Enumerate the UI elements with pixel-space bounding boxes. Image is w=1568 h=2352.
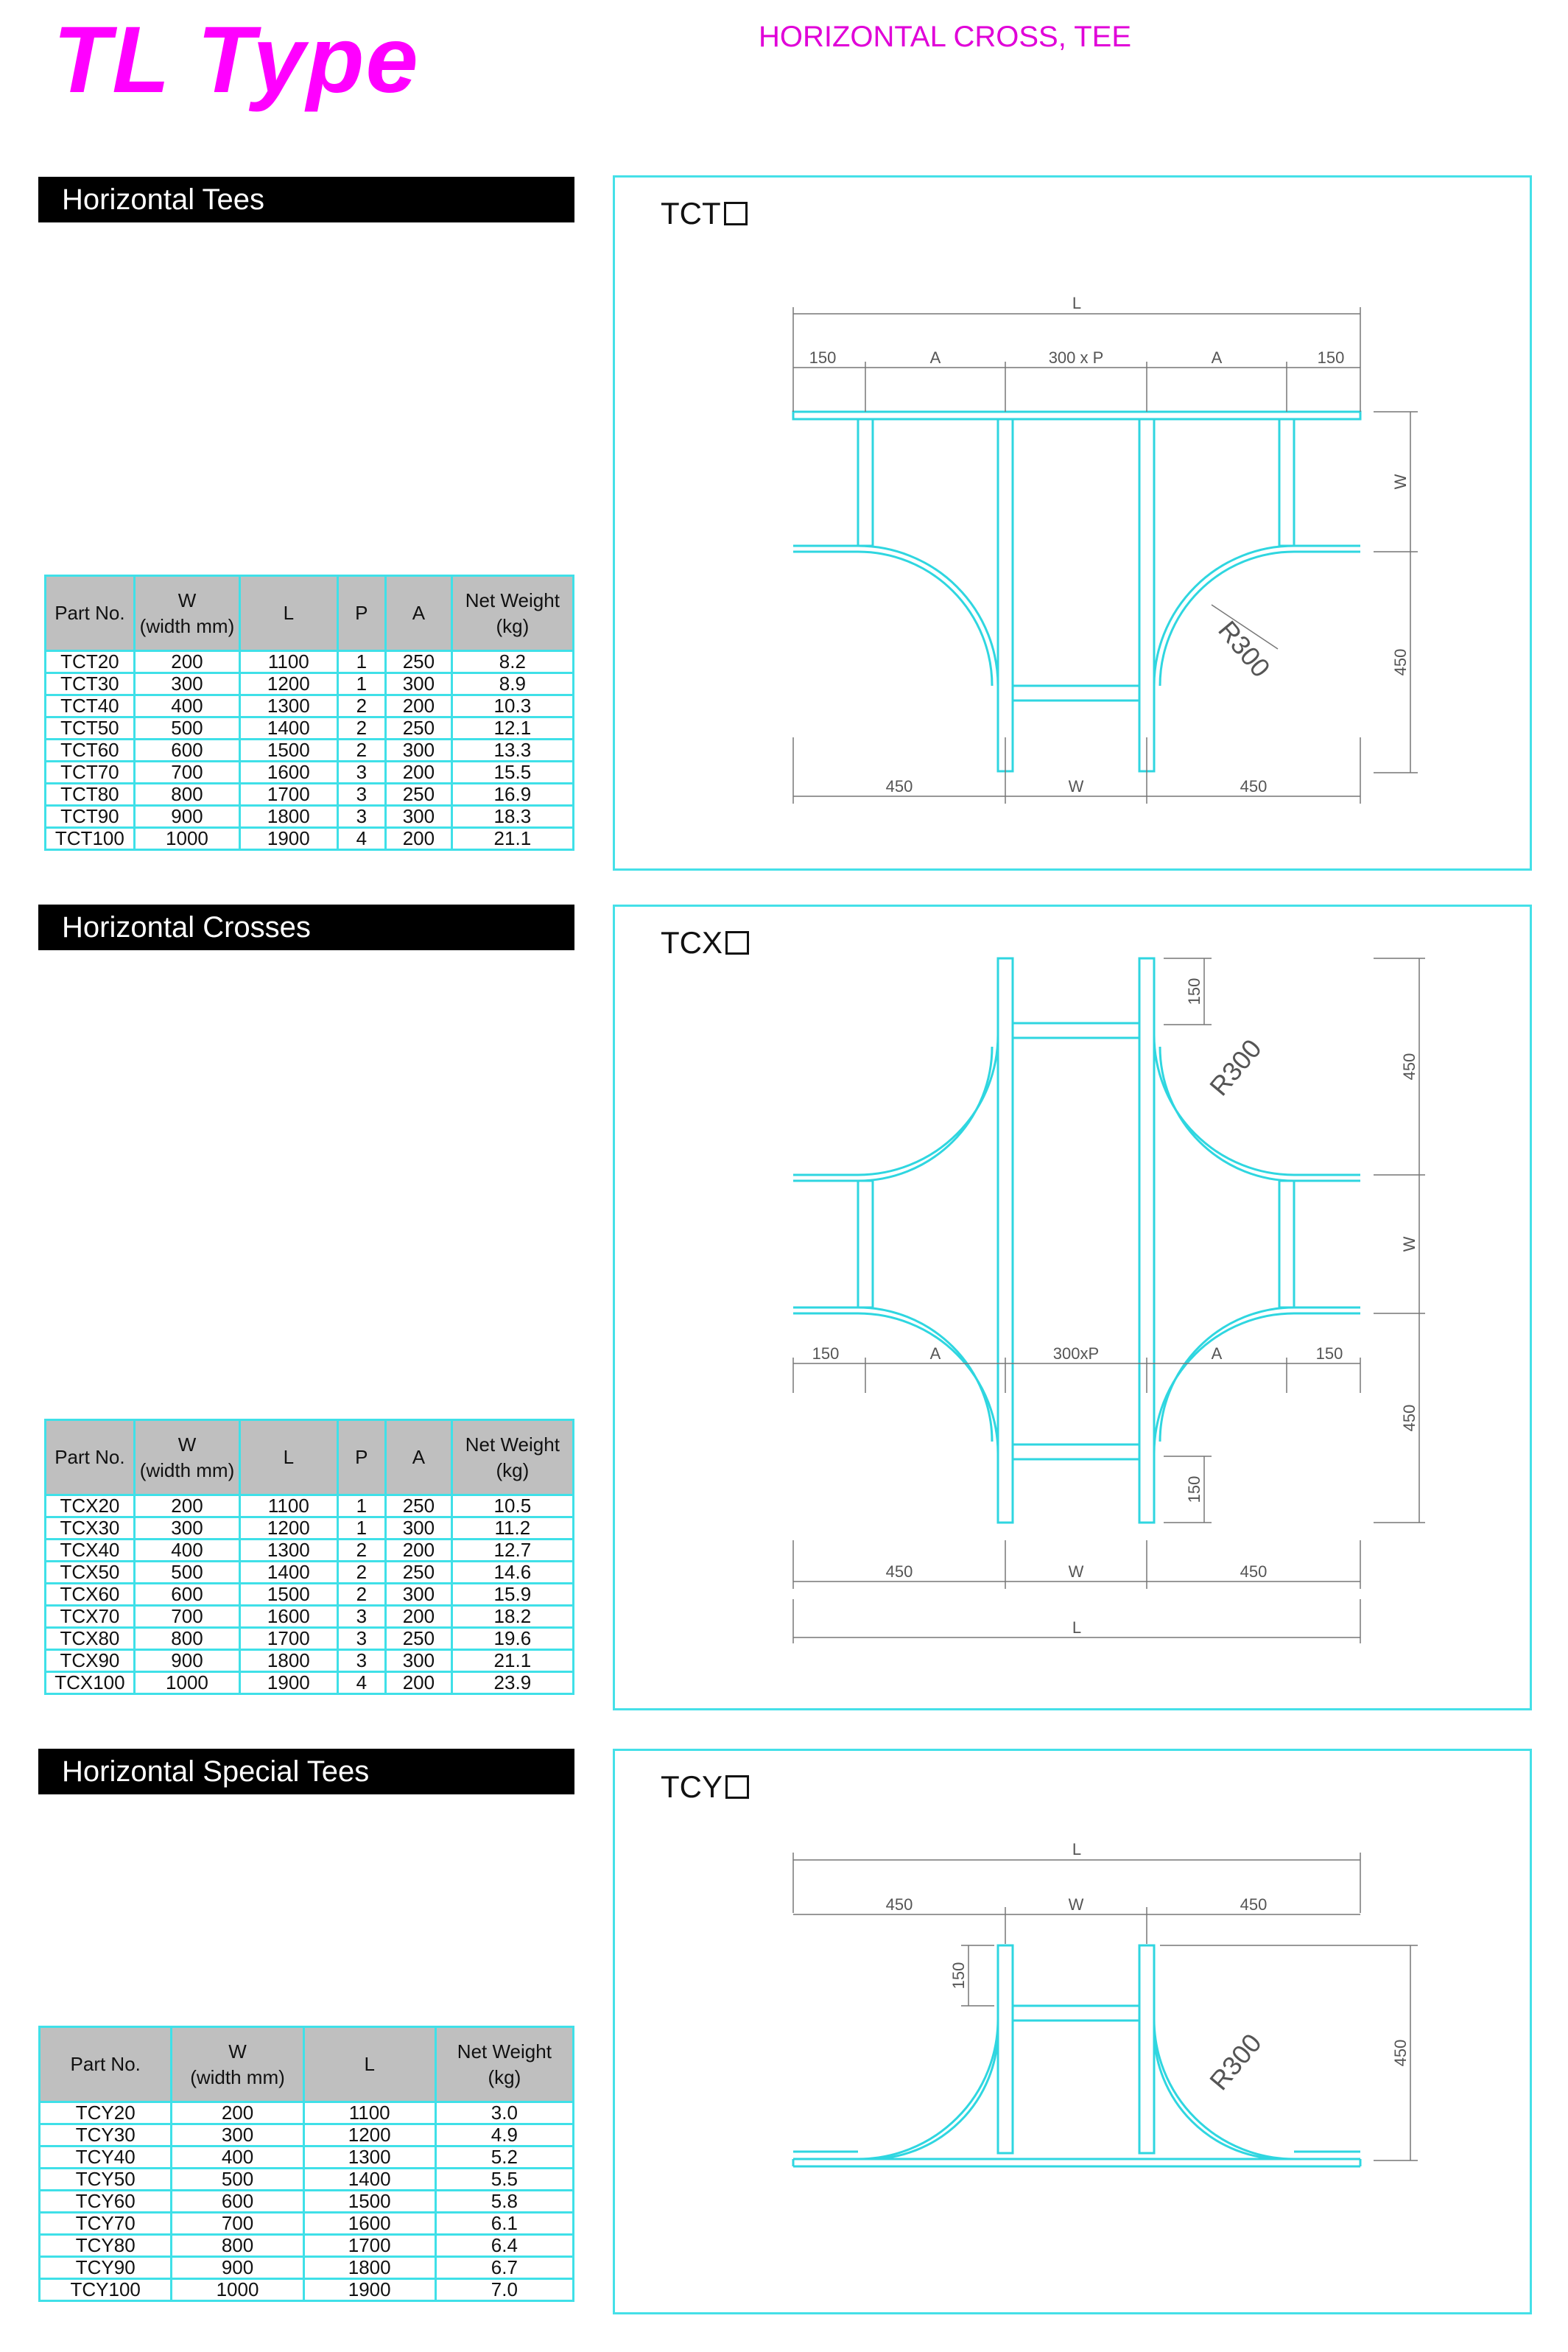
section-header-tees: Horizontal Tees bbox=[38, 177, 574, 222]
table-cell: TCT40 bbox=[46, 695, 135, 717]
table-cell: 1600 bbox=[303, 2213, 435, 2235]
table-cell: 1000 bbox=[172, 2279, 303, 2301]
table-cell: 1100 bbox=[240, 651, 337, 673]
table-row bbox=[46, 695, 574, 717]
table-header-row bbox=[46, 1420, 574, 1495]
table-row bbox=[46, 1650, 574, 1672]
table-cell: 16.9 bbox=[451, 784, 573, 806]
column-header: Net Weight (kg) bbox=[451, 576, 573, 651]
table-cell: 5.5 bbox=[435, 2169, 573, 2191]
table-cell: 1 bbox=[337, 651, 386, 673]
column-header: W (width mm) bbox=[134, 1420, 239, 1495]
table-cell: 200 bbox=[386, 762, 452, 784]
table-cell: TCX20 bbox=[46, 1495, 135, 1517]
table-cell: 4 bbox=[337, 828, 386, 850]
table-cell: 300 bbox=[386, 806, 452, 828]
table-cell: 700 bbox=[172, 2213, 303, 2235]
table-row bbox=[46, 1562, 574, 1584]
column-header: P bbox=[337, 1420, 386, 1495]
table-cell: 200 bbox=[134, 651, 239, 673]
dim-150-top: 150 bbox=[1185, 977, 1203, 1005]
table-cell: 250 bbox=[386, 717, 452, 740]
dim-150-left: 150 bbox=[809, 348, 837, 367]
table-cell: 1100 bbox=[240, 1495, 337, 1517]
table-cell: 200 bbox=[172, 2102, 303, 2124]
table-cell: 2 bbox=[337, 695, 386, 717]
table-row bbox=[46, 1672, 574, 1694]
tcx-outline bbox=[793, 958, 1360, 1523]
dim-a-right: A bbox=[1211, 348, 1223, 367]
table-cell: 1500 bbox=[240, 1584, 337, 1606]
table-cell: 18.2 bbox=[451, 1606, 573, 1628]
table-cell: TCT100 bbox=[46, 828, 135, 850]
spec-table-crosses bbox=[44, 1419, 574, 1695]
table-header-row bbox=[40, 2027, 574, 2102]
dim-l: L bbox=[1072, 1618, 1082, 1637]
table-cell: 200 bbox=[386, 1606, 452, 1628]
table-cell: 1 bbox=[337, 1495, 386, 1517]
diagram-label-tcy: TCY bbox=[661, 1772, 749, 1802]
table-cell: 1 bbox=[337, 673, 386, 695]
table-cell: 400 bbox=[134, 1540, 239, 1562]
section-header-crosses: Horizontal Crosses bbox=[38, 905, 574, 950]
table-cell: 1000 bbox=[134, 1672, 239, 1694]
table-row bbox=[46, 1628, 574, 1650]
table-row bbox=[46, 828, 574, 850]
column-header: P bbox=[337, 576, 386, 651]
table-cell: 300 bbox=[134, 673, 239, 695]
dim-300p: 300 x P bbox=[1048, 348, 1104, 367]
table-cell: 13.3 bbox=[451, 740, 573, 762]
table-row bbox=[46, 1606, 574, 1628]
table-cell: 23.9 bbox=[451, 1672, 573, 1694]
table-cell: 1600 bbox=[240, 762, 337, 784]
table-header-row bbox=[46, 576, 574, 651]
table-cell: 14.6 bbox=[451, 1562, 573, 1584]
dim-w-bottom: W bbox=[1068, 1562, 1084, 1581]
table-cell: 7.0 bbox=[435, 2279, 573, 2301]
section-header-special: Horizontal Special Tees bbox=[38, 1749, 574, 1794]
table-row bbox=[40, 2279, 574, 2301]
table-row bbox=[40, 2213, 574, 2235]
table-cell: 12.7 bbox=[451, 1540, 573, 1562]
radius-label: R300 bbox=[1203, 1033, 1268, 1102]
table-cell: 300 bbox=[386, 1584, 452, 1606]
table-cell: TCT50 bbox=[46, 717, 135, 740]
table-row bbox=[46, 1584, 574, 1606]
table-cell: 1400 bbox=[303, 2169, 435, 2191]
dim-l: L bbox=[1072, 294, 1082, 312]
table-cell: 8.9 bbox=[451, 673, 573, 695]
table-row bbox=[46, 1495, 574, 1517]
column-header: L bbox=[240, 1420, 337, 1495]
table-cell: 10.3 bbox=[451, 695, 573, 717]
table-cell: 300 bbox=[386, 1650, 452, 1672]
table-cell: TCX60 bbox=[46, 1584, 135, 1606]
dim-450-lower: 450 bbox=[1400, 1404, 1418, 1432]
table-cell: 2 bbox=[337, 1584, 386, 1606]
table-cell: 1900 bbox=[240, 828, 337, 850]
table-cell: 2 bbox=[337, 1540, 386, 1562]
dim-a-left: A bbox=[929, 1344, 941, 1363]
table-cell: 500 bbox=[134, 1562, 239, 1584]
dim-150-right: 150 bbox=[1317, 348, 1345, 367]
table-cell: 11.2 bbox=[451, 1517, 573, 1540]
column-header: Net Weight (kg) bbox=[451, 1420, 573, 1495]
table-cell: TCX50 bbox=[46, 1562, 135, 1584]
table-cell: TCY20 bbox=[40, 2102, 172, 2124]
table-cell: 6.1 bbox=[435, 2213, 573, 2235]
table-row bbox=[40, 2191, 574, 2213]
dim-150-bottom: 150 bbox=[1185, 1475, 1203, 1503]
table-row bbox=[46, 740, 574, 762]
table-cell: 700 bbox=[134, 1606, 239, 1628]
table-cell: 250 bbox=[386, 651, 452, 673]
table-cell: TCT60 bbox=[46, 740, 135, 762]
table-cell: TCY90 bbox=[40, 2257, 172, 2279]
table-cell: 5.2 bbox=[435, 2146, 573, 2169]
table-cell: 200 bbox=[386, 1672, 452, 1694]
table-cell: 1600 bbox=[240, 1606, 337, 1628]
table-cell: TCT80 bbox=[46, 784, 135, 806]
column-header: Part No. bbox=[46, 1420, 135, 1495]
table-cell: 21.1 bbox=[451, 828, 573, 850]
table-cell: TCT70 bbox=[46, 762, 135, 784]
table-cell: TCY50 bbox=[40, 2169, 172, 2191]
table-cell: 200 bbox=[386, 1540, 452, 1562]
table-cell: 8.2 bbox=[451, 651, 573, 673]
table-row bbox=[40, 2124, 574, 2146]
spec-table-special bbox=[38, 2026, 574, 2302]
table-cell: TCT30 bbox=[46, 673, 135, 695]
table-cell: 800 bbox=[134, 784, 239, 806]
table-cell: 800 bbox=[134, 1628, 239, 1650]
table-cell: 1000 bbox=[134, 828, 239, 850]
table-cell: TCY80 bbox=[40, 2235, 172, 2257]
table-cell: 3 bbox=[337, 1628, 386, 1650]
table-cell: 1200 bbox=[303, 2124, 435, 2146]
table-cell: 300 bbox=[172, 2124, 303, 2146]
table-cell: 6.4 bbox=[435, 2235, 573, 2257]
table-cell: 250 bbox=[386, 784, 452, 806]
dim-150-right: 150 bbox=[1315, 1344, 1343, 1363]
table-cell: 1700 bbox=[303, 2235, 435, 2257]
table-cell: 200 bbox=[386, 828, 452, 850]
table-cell: 5.8 bbox=[435, 2191, 573, 2213]
table-cell: TCX90 bbox=[46, 1650, 135, 1672]
table-cell: 18.3 bbox=[451, 806, 573, 828]
table-cell: 1300 bbox=[240, 695, 337, 717]
table-cell: 400 bbox=[134, 695, 239, 717]
table-cell: 600 bbox=[134, 740, 239, 762]
diagram-panel-tcx bbox=[613, 905, 1532, 1710]
dim-l: L bbox=[1072, 1840, 1082, 1858]
table-cell: 2 bbox=[337, 1562, 386, 1584]
spec-table-tees bbox=[44, 575, 574, 851]
table-cell: 1900 bbox=[303, 2279, 435, 2301]
table-cell: 1900 bbox=[240, 1672, 337, 1694]
table-cell: 1200 bbox=[240, 1517, 337, 1540]
column-header: W (width mm) bbox=[134, 576, 239, 651]
column-header: W (width mm) bbox=[172, 2027, 303, 2102]
table-cell: TCX40 bbox=[46, 1540, 135, 1562]
table-cell: 250 bbox=[386, 1562, 452, 1584]
table-cell: TCY40 bbox=[40, 2146, 172, 2169]
table-cell: 12.1 bbox=[451, 717, 573, 740]
dim-w-bottom: W bbox=[1068, 777, 1084, 796]
table-row bbox=[40, 2169, 574, 2191]
radius-label: R300 bbox=[1212, 614, 1276, 684]
table-cell: 3 bbox=[337, 1650, 386, 1672]
table-cell: TCY30 bbox=[40, 2124, 172, 2146]
table-cell: 900 bbox=[134, 1650, 239, 1672]
table-cell: 1200 bbox=[240, 673, 337, 695]
table-cell: 300 bbox=[386, 1517, 452, 1540]
table-cell: 1400 bbox=[240, 717, 337, 740]
dim-w: W bbox=[1068, 1895, 1084, 1914]
diagram-panel-tcy bbox=[613, 1749, 1532, 2314]
tcx-drawing bbox=[615, 907, 1534, 1713]
column-header: L bbox=[303, 2027, 435, 2102]
table-cell: 2 bbox=[337, 740, 386, 762]
table-cell: 1300 bbox=[240, 1540, 337, 1562]
table-row bbox=[40, 2235, 574, 2257]
table-cell: 4 bbox=[337, 1672, 386, 1694]
table-cell: TCY70 bbox=[40, 2213, 172, 2235]
dim-300p: 300xP bbox=[1052, 1344, 1100, 1363]
table-cell: 1 bbox=[337, 1517, 386, 1540]
column-header: Part No. bbox=[46, 576, 135, 651]
table-cell: 10.5 bbox=[451, 1495, 573, 1517]
table-row bbox=[40, 2146, 574, 2169]
table-cell: 3 bbox=[337, 784, 386, 806]
column-header: Part No. bbox=[40, 2027, 172, 2102]
table-cell: 500 bbox=[134, 717, 239, 740]
table-cell: TCX30 bbox=[46, 1517, 135, 1540]
table-cell: 1500 bbox=[240, 740, 337, 762]
table-cell: 15.9 bbox=[451, 1584, 573, 1606]
table-cell: 300 bbox=[386, 740, 452, 762]
table-cell: 3 bbox=[337, 1606, 386, 1628]
dim-450-top: 450 bbox=[1400, 1053, 1418, 1081]
diagram-label-tcx: TCX bbox=[661, 927, 749, 958]
table-cell: 200 bbox=[386, 695, 452, 717]
table-cell: 600 bbox=[134, 1584, 239, 1606]
table-cell: 1700 bbox=[240, 784, 337, 806]
table-cell: 300 bbox=[386, 673, 452, 695]
dim-450-right: 450 bbox=[1240, 1562, 1268, 1581]
table-row bbox=[46, 673, 574, 695]
table-cell: 1300 bbox=[303, 2146, 435, 2169]
table-cell: 900 bbox=[134, 806, 239, 828]
table-row bbox=[46, 784, 574, 806]
table-cell: 1800 bbox=[303, 2257, 435, 2279]
table-row bbox=[46, 762, 574, 784]
table-cell: TCT90 bbox=[46, 806, 135, 828]
dim-450-left: 450 bbox=[885, 1895, 913, 1914]
table-cell: 1800 bbox=[240, 1650, 337, 1672]
column-header: A bbox=[386, 576, 452, 651]
table-cell: 3.0 bbox=[435, 2102, 573, 2124]
table-row bbox=[46, 1540, 574, 1562]
dim-a-right: A bbox=[1211, 1344, 1223, 1363]
column-header: Net Weight (kg) bbox=[435, 2027, 573, 2102]
table-cell: 700 bbox=[134, 762, 239, 784]
table-cell: TCX80 bbox=[46, 1628, 135, 1650]
dim-a-left: A bbox=[929, 348, 941, 367]
table-cell: TCX70 bbox=[46, 1606, 135, 1628]
table-row bbox=[46, 651, 574, 673]
table-cell: 21.1 bbox=[451, 1650, 573, 1672]
dim-450-side: 450 bbox=[1391, 648, 1410, 676]
table-cell: 19.6 bbox=[451, 1628, 573, 1650]
dim-150: 150 bbox=[949, 1962, 968, 1990]
table-row bbox=[40, 2257, 574, 2279]
table-cell: TCT20 bbox=[46, 651, 135, 673]
table-cell: 4.9 bbox=[435, 2124, 573, 2146]
tcy-drawing bbox=[615, 1751, 1534, 2317]
table-cell: 250 bbox=[386, 1495, 452, 1517]
table-cell: 15.5 bbox=[451, 762, 573, 784]
table-cell: 250 bbox=[386, 1628, 452, 1650]
tcy-outline bbox=[793, 1945, 1360, 2166]
table-cell: 3 bbox=[337, 806, 386, 828]
table-cell: 200 bbox=[134, 1495, 239, 1517]
table-row bbox=[46, 717, 574, 740]
page-title: TL Type bbox=[53, 7, 420, 113]
dim-150-left: 150 bbox=[812, 1344, 840, 1363]
table-cell: 3 bbox=[337, 762, 386, 784]
page-subtitle: HORIZONTAL CROSS, TEE bbox=[759, 21, 1131, 53]
dim-450-side: 450 bbox=[1391, 2039, 1410, 2067]
dim-450-right: 450 bbox=[1240, 777, 1268, 796]
table-cell: 1100 bbox=[303, 2102, 435, 2124]
table-cell: 6.7 bbox=[435, 2257, 573, 2279]
tct-drawing bbox=[615, 178, 1534, 873]
table-cell: 1500 bbox=[303, 2191, 435, 2213]
table-cell: 1800 bbox=[240, 806, 337, 828]
table-cell: 2 bbox=[337, 717, 386, 740]
table-cell: 400 bbox=[172, 2146, 303, 2169]
diagram-label-tct: TCT bbox=[661, 198, 748, 229]
table-cell: TCY60 bbox=[40, 2191, 172, 2213]
table-cell: 800 bbox=[172, 2235, 303, 2257]
column-header: A bbox=[386, 1420, 452, 1495]
table-cell: 1700 bbox=[240, 1628, 337, 1650]
table-row bbox=[46, 1517, 574, 1540]
table-row bbox=[40, 2102, 574, 2124]
dim-w-side: W bbox=[1400, 1236, 1418, 1252]
table-cell: 1400 bbox=[240, 1562, 337, 1584]
table-cell: 500 bbox=[172, 2169, 303, 2191]
tct-outline bbox=[793, 412, 1360, 771]
table-cell: 900 bbox=[172, 2257, 303, 2279]
diagram-panel-tct bbox=[613, 175, 1532, 871]
table-cell: 300 bbox=[134, 1517, 239, 1540]
table-cell: TCX100 bbox=[46, 1672, 135, 1694]
dim-450-left: 450 bbox=[885, 777, 913, 796]
table-cell: 600 bbox=[172, 2191, 303, 2213]
column-header: L bbox=[240, 576, 337, 651]
dim-450-right: 450 bbox=[1240, 1895, 1268, 1914]
dim-w-side: W bbox=[1391, 474, 1410, 490]
radius-label: R300 bbox=[1203, 2027, 1268, 2096]
table-row bbox=[46, 806, 574, 828]
table-cell: TCY100 bbox=[40, 2279, 172, 2301]
dim-450-left: 450 bbox=[885, 1562, 913, 1581]
